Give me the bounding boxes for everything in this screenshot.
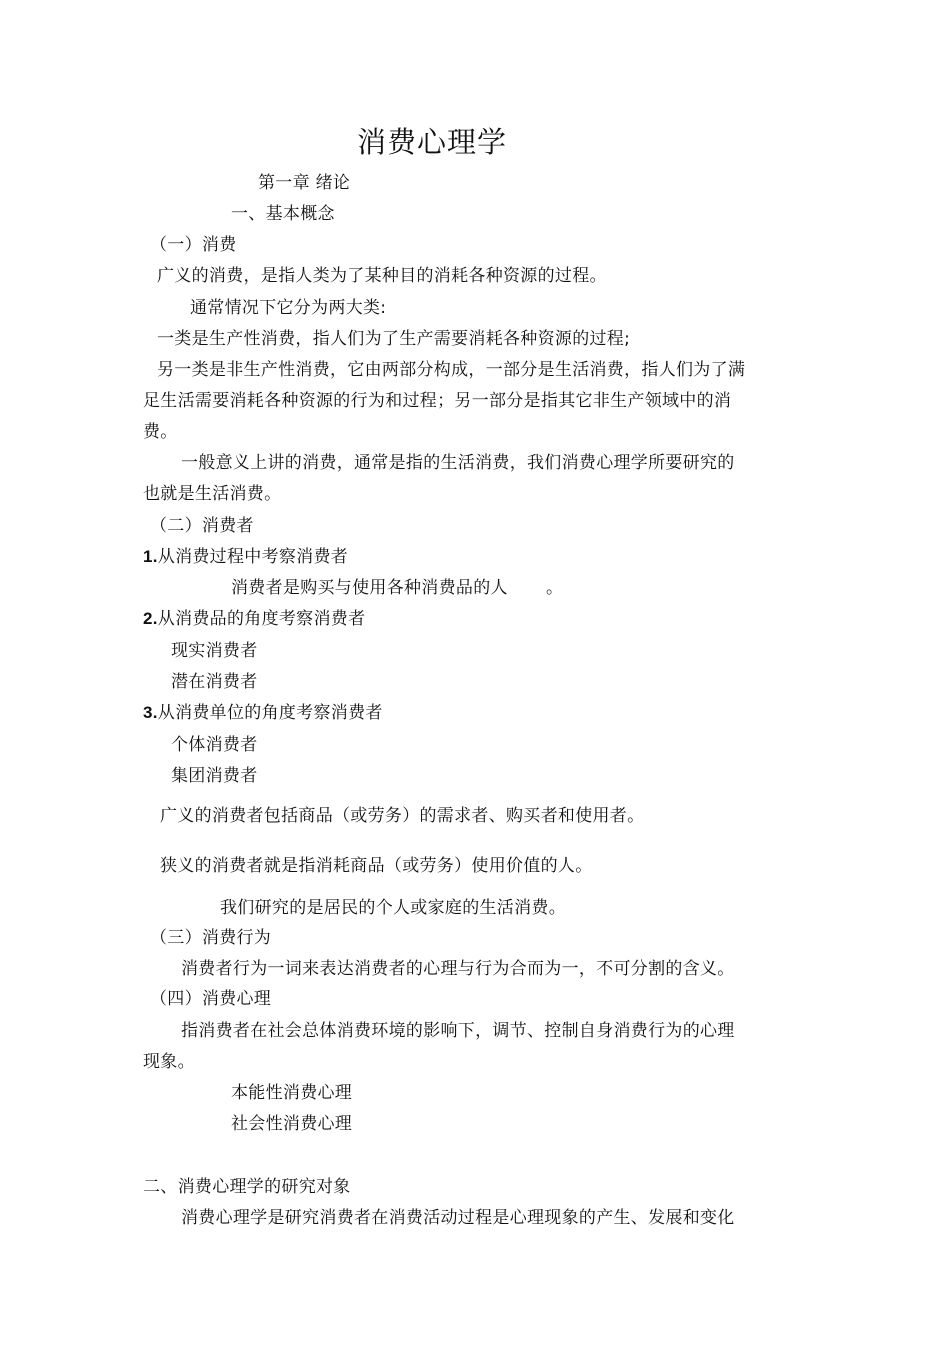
list-number: 2. [143, 609, 158, 628]
list-item-text: 从消费品的角度考察消费者 [157, 609, 366, 629]
paragraph-line: 足生活需要消耗各种资源的行为和过程；另一部分是指其它非生产领域中的消 [143, 391, 732, 411]
paragraph-line: 消费心理学是研究消费者在消费活动过程是心理现象的产生、发展和变化 [181, 1208, 735, 1228]
paragraph-line: 也就是生活消费。 [143, 484, 282, 504]
list-item [143, 702, 383, 724]
paragraph: 广义的消费者包括商品（或劳务）的需求者、购买者和使用者。 [160, 806, 645, 826]
paragraph-line: 费。 [143, 422, 178, 442]
list-subitem: 个体消费者 [171, 735, 258, 755]
list-subitem: 社会性消费心理 [231, 1114, 353, 1134]
subsection-heading: （二）消费者 [150, 516, 254, 536]
paragraph-line: 指消费者在社会总体消费环境的影响下，调节、控制自身消费行为的心理 [181, 1021, 735, 1041]
list-subitem: 集团消费者 [171, 766, 258, 786]
list-subitem: 潜在消费者 [171, 672, 258, 692]
list-number: 3. [143, 703, 158, 722]
paragraph-line: 另一类是非生产性消费，它由两部分构成，一部分是生活消费，指人们为了满 [157, 360, 746, 380]
paragraph: 狭义的消费者就是指消耗商品（或劳务）使用价值的人。 [160, 856, 593, 876]
subsection-heading: （三）消费行为 [150, 928, 272, 948]
section-heading: 二、消费心理学的研究对象 [143, 1177, 351, 1197]
chapter-heading: 第一章 绪论 [258, 173, 351, 193]
section-heading: 一、基本概念 [231, 204, 335, 224]
list-item-detail: 消费者是购买与使用各种消费品的人 [231, 578, 508, 598]
list-number: 1. [143, 547, 158, 566]
paragraph-line: 一般意义上讲的消费，通常是指的生活消费，我们消费心理学所要研究的 [181, 453, 735, 473]
list-subitem: 本能性消费心理 [231, 1083, 353, 1103]
list-item [143, 608, 365, 630]
paragraph-line: 现象。 [143, 1052, 195, 1072]
sentence-end-mark: 。 [546, 578, 564, 598]
list-item-text: 从消费过程中考察消费者 [157, 547, 349, 567]
paragraph: 消费者行为一词来表达消费者的心理与行为合而为一，不可分割的含义。 [181, 959, 735, 979]
document-title: 消费心理学 [357, 125, 508, 159]
list-subitem: 现实消费者 [171, 641, 258, 661]
paragraph: 一类是生产性消费，指人们为了生产需要消耗各种资源的过程; [157, 329, 631, 349]
subsection-heading: （一）消费 [150, 235, 237, 255]
list-item-text: 从消费单位的角度考察消费者 [157, 703, 383, 723]
paragraph: 广义的消费，是指人类为了某种目的消耗各种资源的过程。 [157, 266, 607, 286]
subsection-heading: （四）消费心理 [150, 989, 272, 1009]
paragraph: 我们研究的是居民的个人或家庭的生活消费。 [220, 898, 566, 918]
paragraph: 通常情况下它分为两大类: [190, 298, 387, 318]
list-item [143, 546, 348, 568]
